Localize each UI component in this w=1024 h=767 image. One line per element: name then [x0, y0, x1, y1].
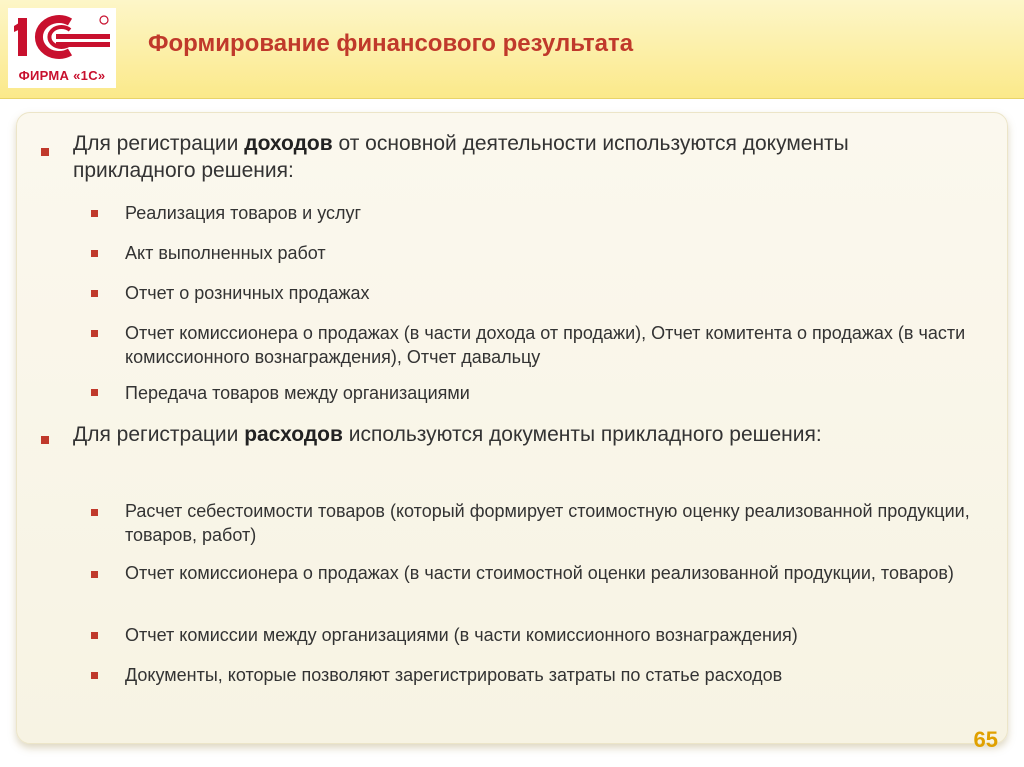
bullet-square-icon — [41, 148, 49, 156]
bullet-square-icon — [91, 672, 98, 679]
content-panel — [16, 112, 1008, 744]
section-expense-bold: расходов — [244, 423, 343, 446]
section-income-pre: Для регистрации — [73, 132, 245, 155]
list-item: Отчет о розничных продажах — [125, 283, 370, 303]
logo — [8, 8, 116, 88]
page-title: Формирование финансового результата — [148, 30, 634, 57]
bullet-square-icon — [91, 210, 98, 217]
bullet-square-icon — [91, 290, 98, 297]
section-expense-pre: Для регистрации — [73, 423, 245, 446]
list-item: Отчет комиссионера о продажах (в части стоимостной оценки реализованной продукции, товаров) — [125, 563, 954, 583]
bullet-square-icon — [91, 632, 98, 639]
logo-1c-icon — [12, 12, 112, 62]
section-expense-text — [73, 421, 953, 448]
bullet-square-icon — [91, 509, 98, 516]
bullet-square-icon — [91, 330, 98, 337]
list-item: Реализация товаров и услуг — [125, 203, 362, 223]
section-income-post: от основной деятельности используются документы прикладного решения: — [73, 132, 849, 182]
list-item: Отчет комиссионера о продажах (в части дохода от продажи), Отчет комитента о продажах (в части комиссионного вознаграждения), Отчет давальцу — [125, 323, 966, 367]
header-bar — [0, 0, 1024, 99]
section-income-text — [73, 130, 953, 184]
bullet-square-icon — [41, 436, 49, 444]
logo-text: ФИРМА «1С» — [18, 68, 106, 83]
list-item: Документы, которые позволяют зарегистрировать затраты по статье расходов — [125, 665, 783, 685]
section-expense-post: используются документы прикладного решения: — [342, 423, 822, 446]
page-number: 65 — [973, 727, 998, 752]
bullet-square-icon — [91, 571, 98, 578]
list-item: Акт выполненных работ — [125, 243, 326, 263]
list-item: Передача товаров между организациями — [125, 383, 470, 403]
list-item: Отчет комиссии между организациями (в части комиссионного вознаграждения) — [125, 625, 798, 645]
bullet-square-icon — [91, 389, 98, 396]
section-income-bold: доходов — [244, 132, 333, 155]
list-item: Расчет себестоимости товаров (который формирует стоимостную оценку реализованной продукции, товаров, работ) — [125, 501, 970, 545]
bullet-square-icon — [91, 250, 98, 257]
